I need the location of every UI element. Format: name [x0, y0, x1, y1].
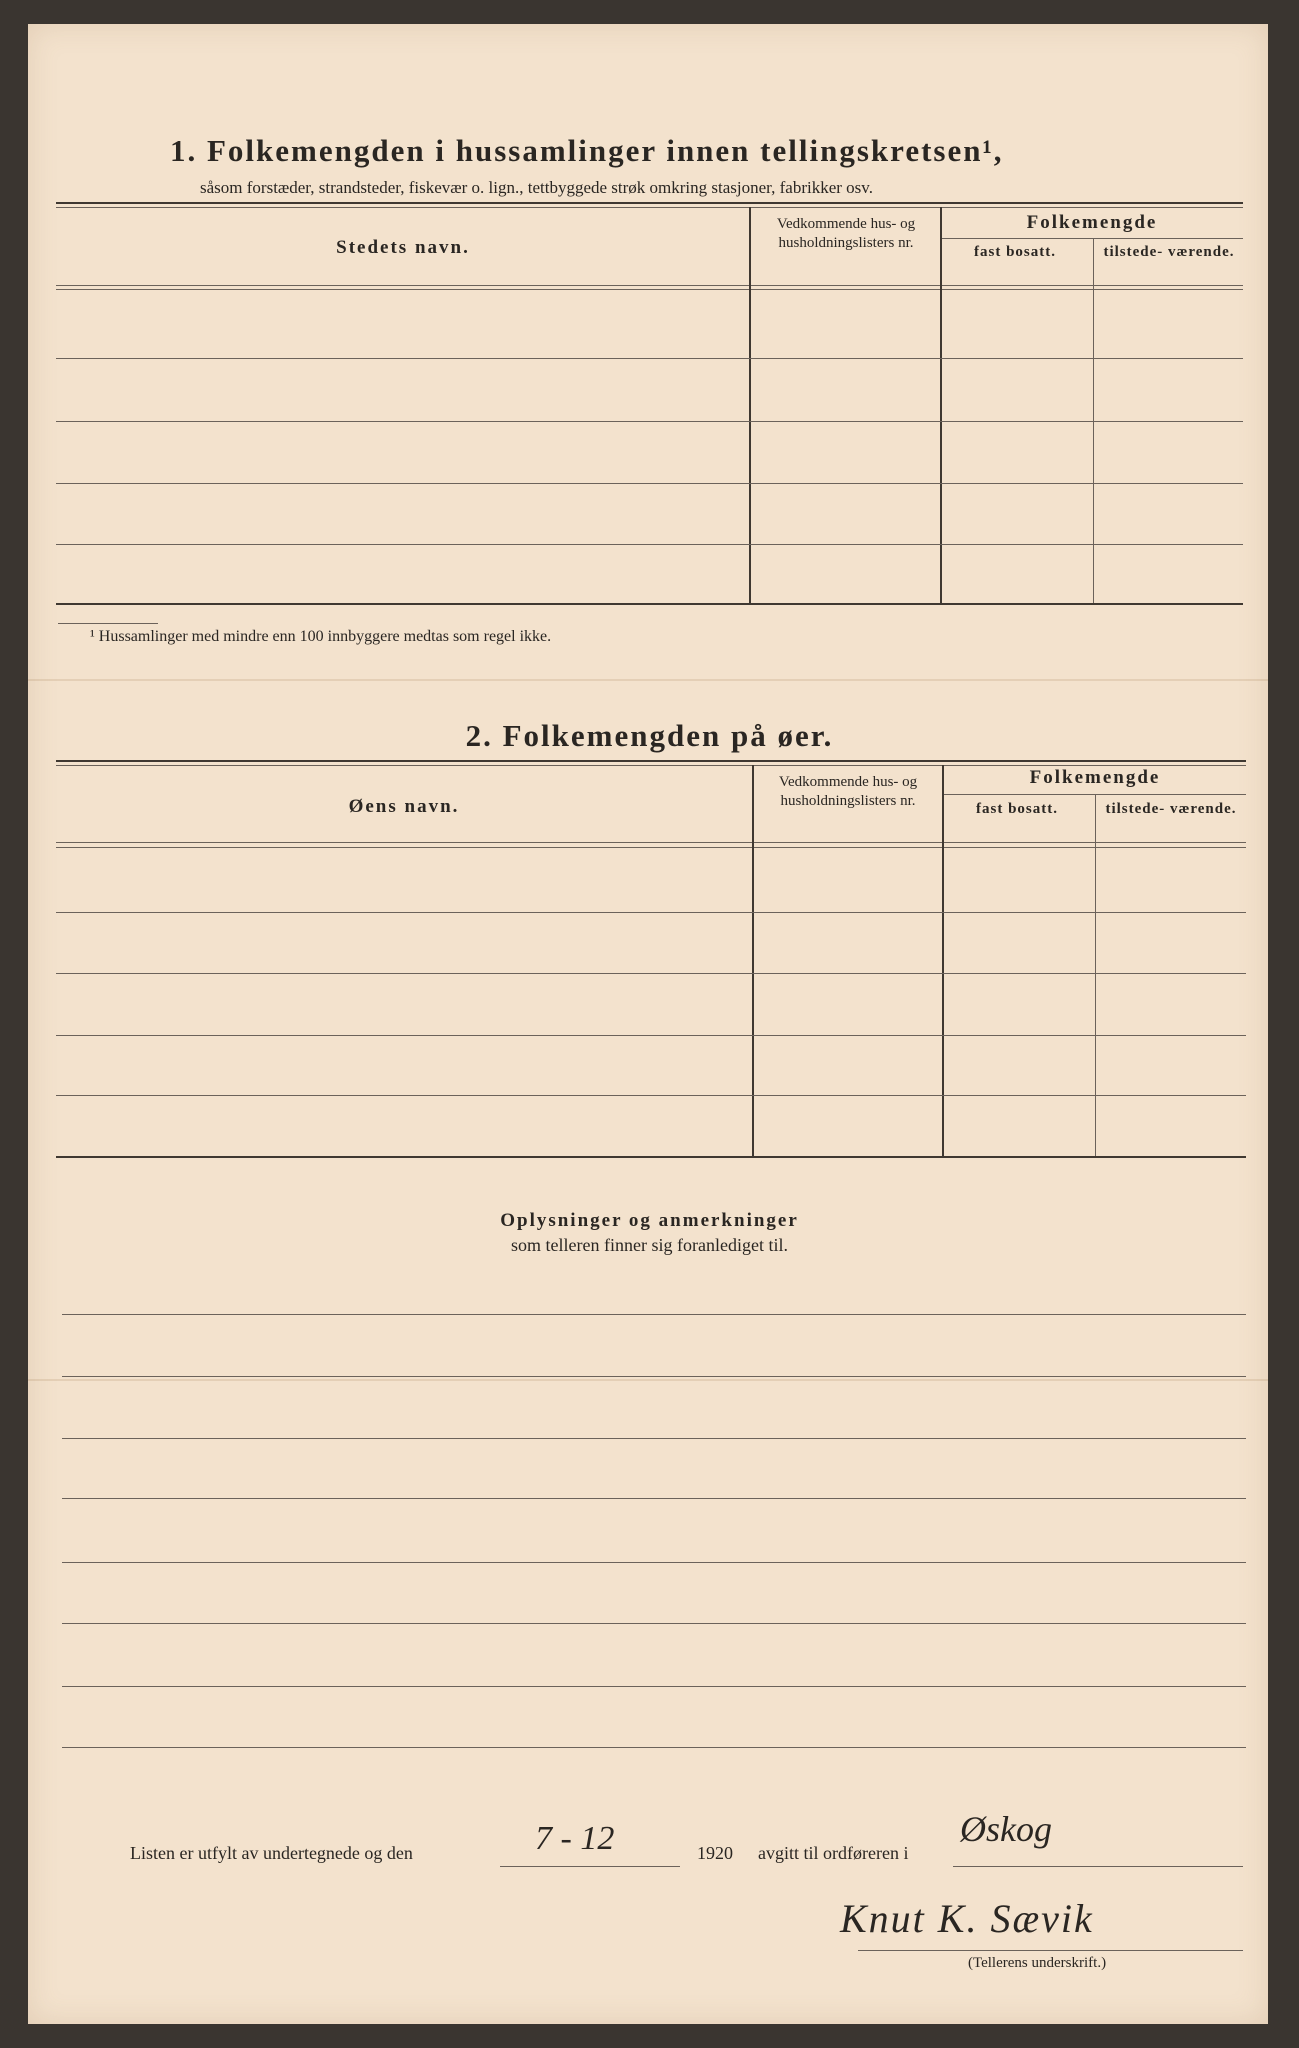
table-rule: [56, 1156, 1246, 1158]
notes-line: [62, 1498, 1246, 1499]
col-header-list: Vedkommende hus- og husholdningslisters nr.: [778, 774, 918, 809]
handwritten-place: Øskog: [960, 1809, 1052, 1849]
col-header-name: Stedets navn.: [336, 237, 470, 258]
column-divider: [942, 765, 944, 1157]
notes-line: [62, 1376, 1246, 1377]
table-rule: [56, 289, 1243, 290]
section1-footnote: ¹ Hussamlinger med mindre enn 100 innbyggere medtas som regel ikke.: [90, 628, 552, 645]
col-header-tilstede: tilstede- værende.: [1105, 801, 1237, 817]
table-row-line: [56, 483, 1243, 484]
date-line: [500, 1866, 680, 1867]
table-rule: [56, 842, 1246, 843]
place-line: [953, 1866, 1243, 1867]
table-row-line: [56, 358, 1243, 359]
col-header-name: Øens navn.: [348, 796, 460, 817]
section1-title: 1. Folkemengden i hussamlinger innen tellingskretsen¹,: [170, 133, 1004, 168]
column-divider: [749, 207, 751, 605]
footnote-rule: [58, 623, 158, 624]
col-header-tilstede: tilstede- værende.: [1103, 244, 1235, 260]
notes-subtitle: som telleren finner sig foranlediget til.: [511, 1235, 788, 1255]
column-divider: [752, 765, 754, 1157]
col-header-population: Folkemengde: [1026, 212, 1158, 233]
notes-line: [62, 1562, 1246, 1563]
notes-line: [62, 1686, 1246, 1687]
table-row-line: [56, 1035, 1246, 1036]
table-rule: [56, 603, 1243, 605]
signature-line: [858, 1950, 1243, 1951]
table-rule: [56, 285, 1243, 286]
table-row-line: [56, 973, 1246, 974]
handwritten-date: 7 - 12: [535, 1820, 615, 1857]
col-header-population: Folkemengde: [1029, 767, 1161, 788]
table-row-line: [56, 1095, 1246, 1096]
table-rule: [56, 765, 1246, 766]
notes-line: [62, 1314, 1246, 1315]
col-header-fast: fast bosatt.: [976, 801, 1058, 817]
signature-caption: (Tellerens underskrift.): [968, 1955, 1107, 1971]
table-row-line: [56, 912, 1246, 913]
handwritten-signature: Knut K. Sævik: [840, 1896, 1094, 1941]
col-header-fast: fast bosatt.: [974, 244, 1056, 260]
table-row-line: [56, 421, 1243, 422]
census-form-page: [28, 24, 1268, 2024]
table-rule: [56, 847, 1246, 848]
notes-line: [62, 1438, 1246, 1439]
notes-title: Oplysninger og anmerkninger: [500, 1210, 799, 1231]
table-rule: [56, 760, 1246, 762]
table-row-line: [56, 544, 1243, 545]
page-fold: [28, 1379, 1268, 1381]
col-header-list: Vedkommende hus- og husholdningslisters nr.: [776, 216, 916, 251]
table-rule: [56, 202, 1243, 204]
notes-line: [62, 1623, 1246, 1624]
section1-subtitle: såsom forstæder, strandsteder, fiskevær o. lign., tettbyggede strøk omkring stasjoner, fabrikker osv.: [200, 178, 873, 197]
table-rule: [56, 207, 1243, 208]
signature-prefix: Listen er utfylt av undertegnede og den: [130, 1843, 413, 1863]
notes-line: [62, 1747, 1246, 1748]
section2-title: 2. Folkemengden på øer.: [465, 718, 834, 753]
column-divider: [1095, 794, 1096, 1157]
signature-middle: avgitt til ordføreren i: [758, 1843, 909, 1863]
page-fold: [28, 679, 1268, 681]
column-divider: [940, 207, 942, 605]
signature-year: 1920: [697, 1843, 733, 1863]
